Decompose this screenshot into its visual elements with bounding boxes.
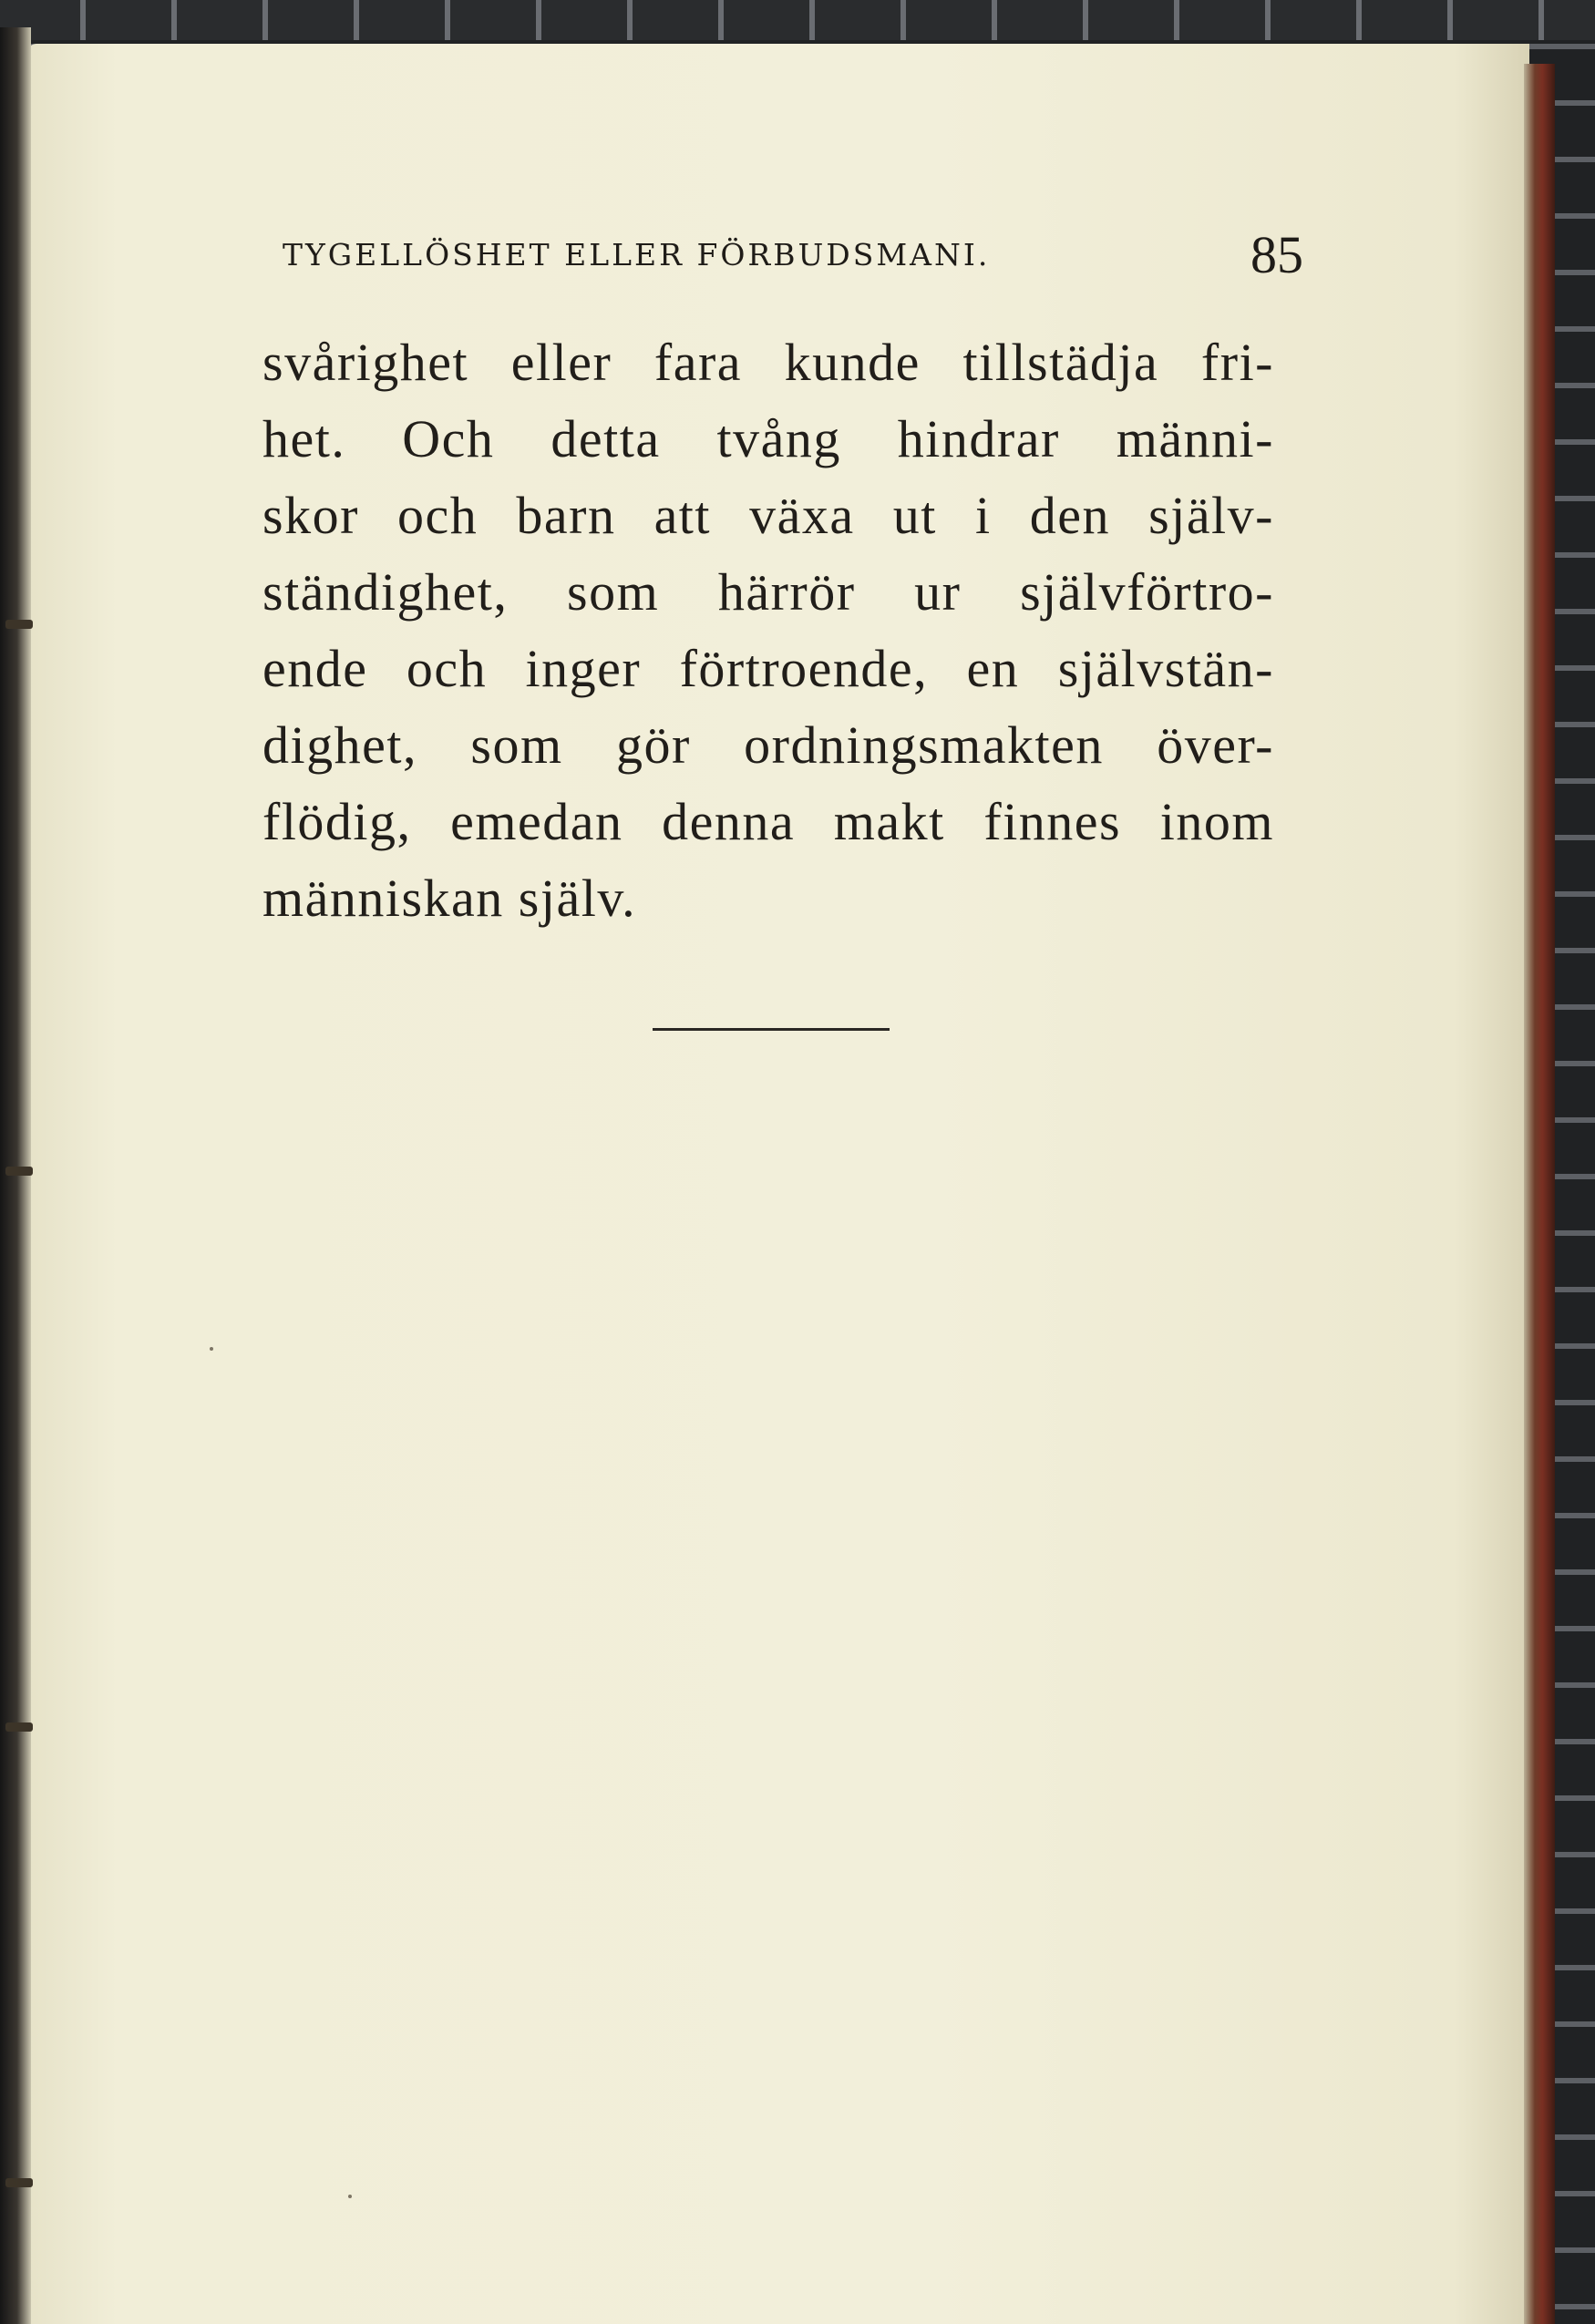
paper-speck bbox=[348, 2195, 352, 2198]
text-line: het. Och detta tvång hindrar männi- bbox=[262, 409, 1274, 468]
paper-speck bbox=[210, 1347, 213, 1351]
text-line: svårighet eller fara kunde tillstädja fri- bbox=[262, 333, 1274, 392]
text-line: människan själv. bbox=[262, 869, 637, 928]
running-head bbox=[283, 224, 1303, 288]
scanner-ruler bbox=[0, 0, 1595, 40]
text-line: ständighet, som härrör ur självförtro- bbox=[262, 562, 1274, 622]
text-line: flödig, emedan denna makt finnes inom bbox=[262, 792, 1274, 851]
binding-stitch bbox=[5, 1722, 33, 1732]
book-binding bbox=[0, 27, 31, 2324]
book-cover-edge bbox=[1524, 64, 1555, 2324]
running-title: TYGELLÖSHET ELLER FÖRBUDSMANI. bbox=[283, 237, 991, 273]
binding-stitch bbox=[5, 1167, 33, 1176]
book-page bbox=[27, 44, 1529, 2324]
text-line: ende och inger förtroende, en självstän- bbox=[262, 639, 1274, 698]
end-rule bbox=[653, 1028, 890, 1031]
binding-stitch bbox=[5, 2178, 33, 2187]
binding-stitch bbox=[5, 620, 33, 629]
text-line: dighet, som gör ordningsmakten över- bbox=[262, 715, 1274, 775]
page-number: 85 bbox=[1250, 225, 1303, 284]
body-text bbox=[262, 324, 1283, 937]
text-line: skor och barn att växa ut i den själv- bbox=[262, 486, 1274, 545]
